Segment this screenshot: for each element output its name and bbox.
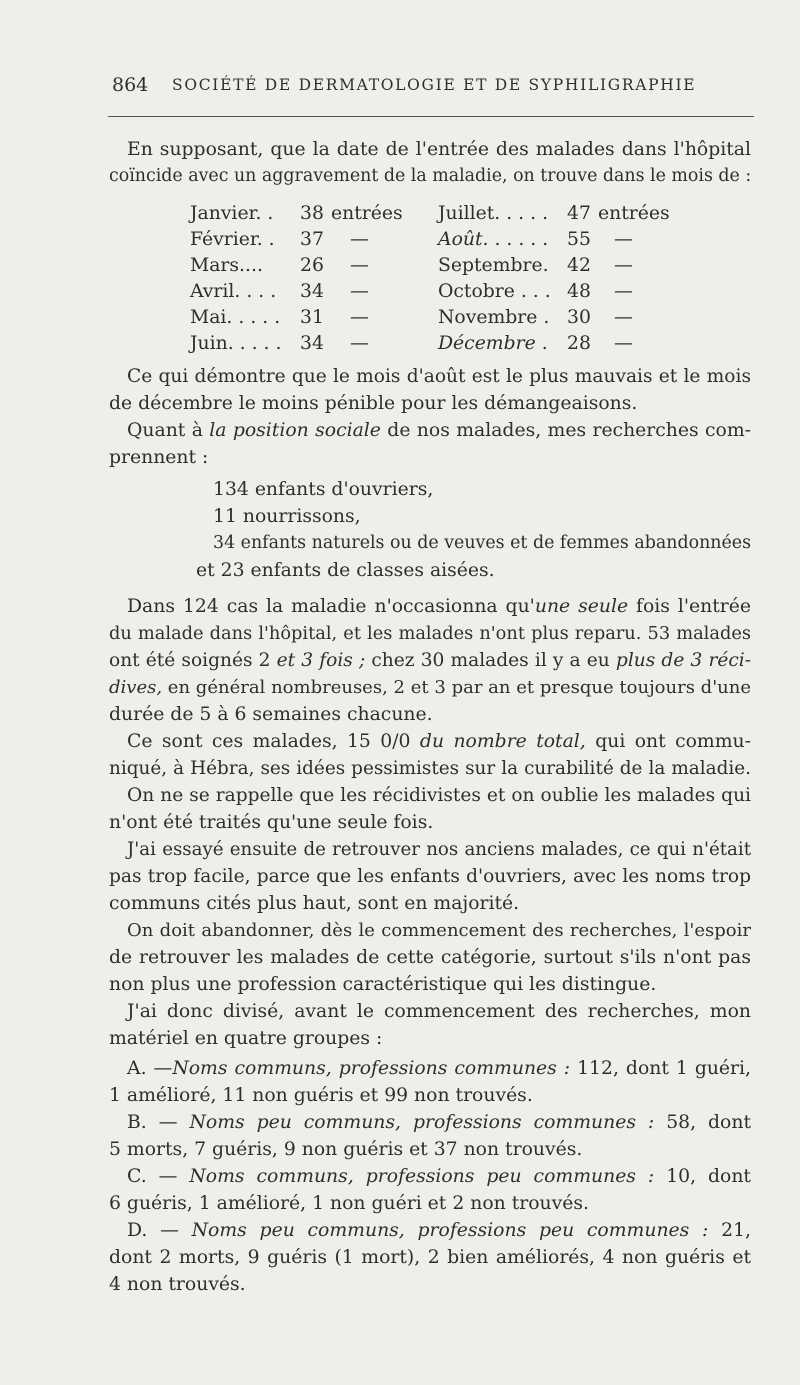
paragraph-line: Ce sont ces malades, 15 0/0 du nombre total, qui ont commu-: [127, 731, 751, 752]
paragraph-line: pas trop facile, parce que les enfants d'ouvriers, avec les noms trop: [109, 866, 751, 887]
month-count: 38: [300, 203, 324, 224]
month-name: Janvier. .: [190, 203, 274, 224]
intro-line-1: En supposant, que la date de l'entrée des malades dans l'hôpital: [127, 139, 751, 160]
month-name: Mars....: [190, 255, 263, 276]
month-count: 34: [300, 281, 324, 302]
month-unit: —: [614, 281, 633, 302]
paragraph-line: Dans 124 cas la maladie n'occasionna qu'une seule fois l'entrée: [127, 596, 752, 617]
paragraph-line: prennent :: [109, 447, 209, 468]
month-unit: —: [614, 333, 633, 354]
month-unit: —: [350, 229, 369, 250]
group-d-detail: 4 non trouvés.: [109, 1274, 246, 1295]
group-c-detail: 6 guéris, 1 amélioré, 1 non guéri et 2 non trouvés.: [109, 1193, 589, 1214]
paragraph-line: de retrouver les malades de cette catégorie, surtout s'ils n'ont pas: [109, 947, 751, 968]
month-unit: entrées: [331, 203, 403, 224]
group-b-detail: 5 morts, 7 guéris, 9 non guéris et 37 non trouvés.: [109, 1139, 583, 1160]
month-name: Août. . . . . .: [438, 229, 549, 250]
month-unit: —: [350, 307, 369, 328]
group-b: B. — Noms peu communs, professions communes : 58, dont: [127, 1112, 751, 1133]
paragraph-line: communs cités plus haut, sont en majorité.: [109, 893, 520, 914]
month-count: 31: [300, 307, 324, 328]
paragraph-line: ont été soignés 2 et 3 fois ; chez 30 malades il y a eu plus de 3 réci-: [109, 650, 751, 671]
paragraph-line: n'ont été traités qu'une seule fois.: [109, 812, 434, 833]
group-a: A. —Noms communs, professions communes : 112, dont 1 guéri,: [127, 1058, 752, 1079]
month-count: 47: [567, 203, 591, 224]
list-item: 11 nourrissons,: [213, 506, 361, 527]
list-item: 34 enfants naturels ou de veuves et de femmes abandonnées: [213, 533, 751, 553]
paragraph-line: Quant à la position sociale de nos malades, mes recherches com-: [127, 420, 751, 441]
month-unit: entrées: [598, 203, 670, 224]
month-unit: —: [614, 255, 633, 276]
month-name: Mai. . . . .: [190, 307, 281, 328]
intro-line-2: coïncide avec un aggravement de la maladie, on trouve dans le mois de :: [109, 166, 752, 186]
paragraph-line: dives, en général nombreuses, 2 et 3 par an et presque toujours d'une: [109, 677, 751, 698]
month-name: Octobre . . .: [438, 281, 551, 302]
list-item: et 23 enfants de classes aisées.: [196, 560, 495, 581]
header-rule: [108, 116, 754, 117]
month-unit: —: [614, 307, 633, 328]
month-count: 26: [300, 255, 324, 276]
paragraph-line: J'ai donc divisé, avant le commencement des recherches, mon: [127, 1001, 751, 1022]
paragraph-line: non plus une profession caractéristique qui les distingue.: [109, 974, 657, 995]
month-name: Novembre .: [438, 307, 550, 328]
month-name: Septembre.: [438, 255, 549, 276]
month-name: Avril. . . .: [190, 281, 277, 302]
month-unit: —: [350, 333, 369, 354]
paragraph-line: On ne se rappelle que les récidivistes et on oublie les malades qui: [127, 785, 751, 806]
month-name: Juillet. . . . .: [438, 203, 549, 224]
month-unit: —: [350, 255, 369, 276]
paragraph-line: durée de 5 à 6 semaines chacune.: [109, 704, 433, 725]
paragraph-line: de décembre le moins pénible pour les démangeaisons.: [109, 393, 638, 414]
month-unit: —: [350, 281, 369, 302]
running-title: SOCIÉTÉ DE DERMATOLOGIE ET DE SYPHILIGRAPHIE: [172, 76, 697, 94]
group-d: D. — Noms peu communs, professions peu communes : 21,: [127, 1220, 751, 1241]
month-name: Juin. . . . .: [190, 333, 282, 354]
page-number: 864: [112, 74, 149, 96]
group-d-detail: dont 2 morts, 9 guéris (1 mort), 2 bien améliorés, 4 non guéris et: [109, 1247, 751, 1268]
list-item: 134 enfants d'ouvriers,: [213, 479, 434, 500]
month-count: 34: [300, 333, 324, 354]
month-unit: —: [614, 229, 633, 250]
month-count: 48: [567, 281, 591, 302]
paragraph-line: Ce qui démontre que le mois d'août est le plus mauvais et le mois: [127, 366, 751, 387]
paragraph-line: niqué, à Hébra, ses idées pessimistes sur la curabilité de la maladie.: [109, 758, 751, 779]
group-c: C. — Noms communs, professions peu communes : 10, dont: [127, 1166, 751, 1187]
paragraph-line: J'ai essayé ensuite de retrouver nos anciens malades, ce qui n'était: [127, 839, 751, 860]
month-count: 55: [567, 229, 591, 250]
month-count: 37: [300, 229, 324, 250]
month-count: 28: [567, 333, 591, 354]
month-name: Décembre .: [438, 333, 548, 354]
month-count: 30: [567, 307, 591, 328]
group-a-detail: 1 amélioré, 11 non guéris et 99 non trouvés.: [109, 1085, 533, 1106]
month-name: Février. .: [190, 229, 275, 250]
paragraph-line: matériel en quatre groupes :: [109, 1028, 383, 1049]
paragraph-line: On doit abandonner, dès le commencement des recherches, l'espoir: [127, 920, 751, 941]
paragraph-line: du malade dans l'hôpital, et les malades n'ont plus reparu. 53 malades: [109, 623, 751, 644]
month-count: 42: [567, 255, 591, 276]
